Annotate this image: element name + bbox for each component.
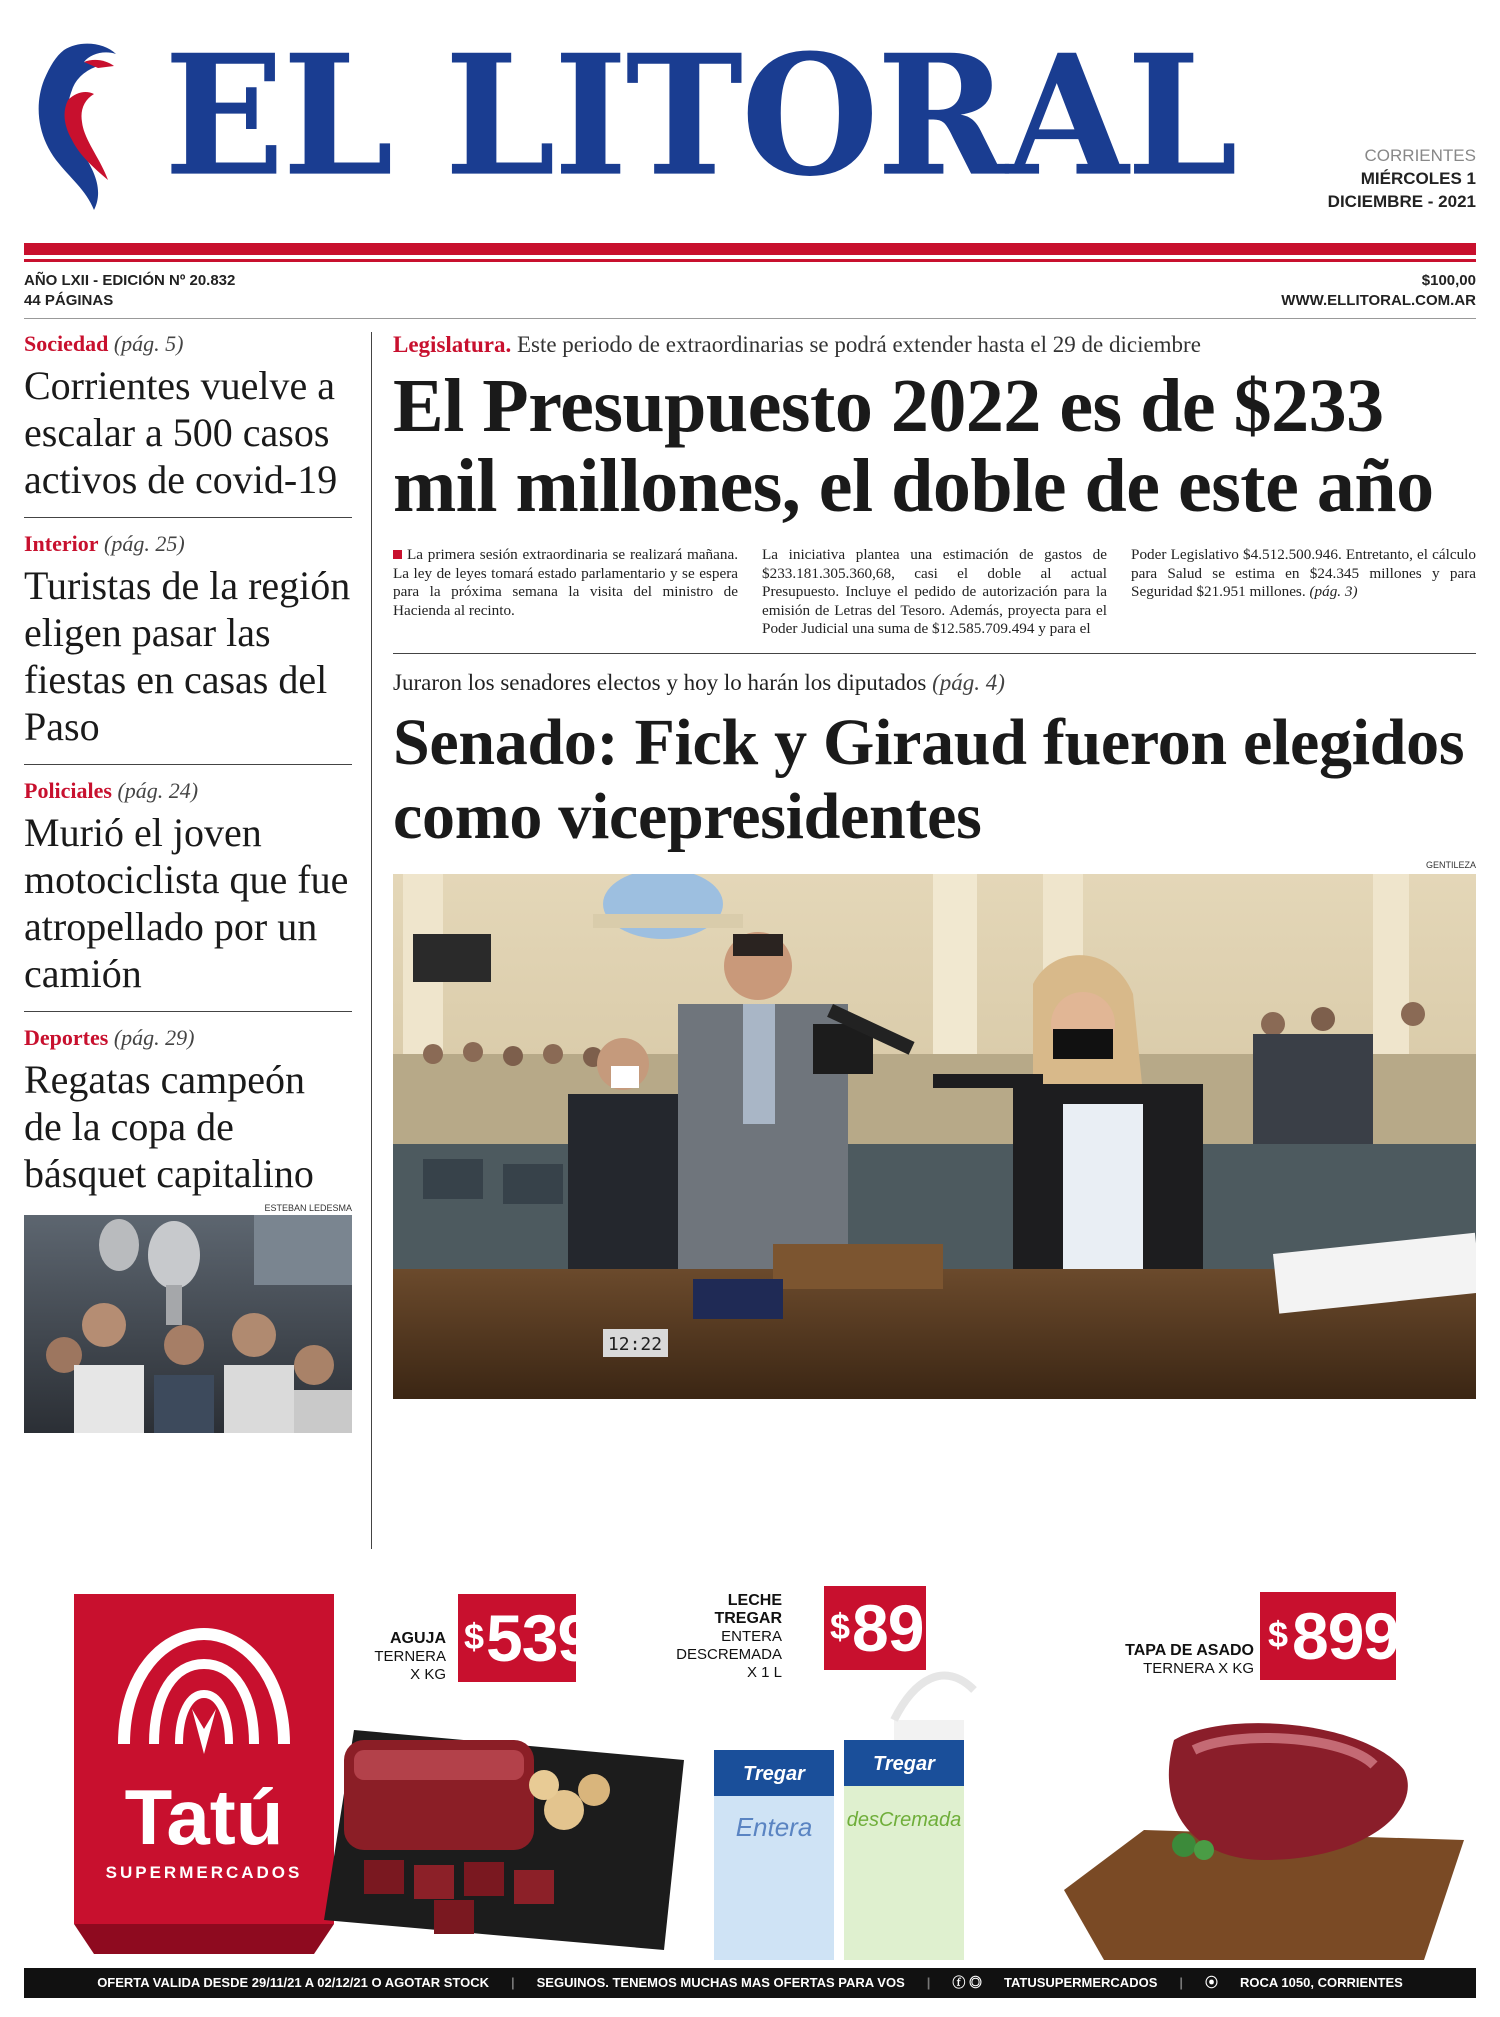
brief-section: Policiales — [24, 778, 112, 803]
dateline-city: CORRIENTES — [1364, 146, 1476, 165]
masthead-red-rule-thin — [24, 259, 1476, 262]
ad-social-handle[interactable]: TATUSUPERMERCADOS — [1004, 1975, 1158, 1990]
lede-headline[interactable]: El Presupuesto 2022 es de $233 mil millones, el doble de este año — [393, 364, 1434, 528]
edition-number: AÑO LXII - EDICIÓN Nº 20.832 — [24, 272, 236, 289]
ad-footer: OFERTA VALIDA DESDE 29/11/21 A 02/12/21 O AGOTAR STOCK | SEGUINOS. TENEMOS MUCHAS MAS OFERTAS PARA VOS | ⓕ ◎ TATUSUPERMERCADOS | ⦿ ROCA 1050, CORRIENTES — [24, 1968, 1476, 1998]
lede-kicker-text: Este periodo de extraordinarias se podrá extender hasta el 29 de diciembre — [516, 332, 1201, 357]
meta-divider — [24, 318, 1476, 319]
lede-col-1: La primera sesión extraordinaria se realizará mañana. La ley de leyes tomará estado parlamentario y se espera para la próxima semana la visita del ministro de Hacienda al recinto. — [393, 546, 738, 619]
lede-col-3: Poder Legislativo $4.512.500.946. Entretanto, el cálculo para Salud se estima en $24.345 millones y para Seguridad $21.951 millones. (pág. 3) — [1131, 546, 1476, 600]
newspaper-title: EL LITORAL — [164, 19, 1236, 214]
brief-headline: Regatas campeón de la copa de básquet capitalino — [24, 1057, 314, 1196]
ad-brand: Tatú — [124, 1773, 284, 1861]
brief-section: Sociedad — [24, 331, 109, 356]
milk-cartons-image — [694, 1660, 984, 1960]
location-pin-icon: ⦿ — [1205, 1975, 1219, 1990]
lede-kicker — [393, 330, 1476, 360]
lede-col-2: La iniciativa plantea una estimación de gastos de $233.181.305.360,68, casi el doble al actual Presupuesto. Incluye el pedido de autorización para la emisión de Letras del Tesoro. Además, proyecta para el Poder Judicial una suma de $12.585.709.494 y para el — [762, 546, 1107, 637]
dateline-date: DICIEMBRE - 2021 — [1327, 192, 1476, 211]
price-tag-aguja: $ 539 — [458, 1594, 576, 1682]
main-column — [393, 330, 1476, 1399]
lede-body — [393, 546, 1476, 639]
senate-swearing-in-photo — [393, 874, 1476, 1399]
beef-cuts-image — [324, 1690, 694, 1950]
briefs-column — [24, 330, 352, 1433]
second-page-ref: (pág. 4) — [932, 669, 1005, 695]
carton-descremada-brand: Tregar — [873, 1753, 935, 1775]
brief-headline: Corrientes vuelve a escalar a 500 casos activos de covid-19 — [24, 363, 338, 502]
second-headline[interactable]: Senado: Fick y Giraud fueron elegidos como vicepresidentes — [393, 705, 1465, 853]
brief-item[interactable] — [24, 330, 352, 518]
ad-more-offers: SEGUINOS. TENEMOS MUCHAS MAS OFERTAS PARA VOS — [536, 1975, 905, 1990]
page-count: 44 PÁGINAS — [24, 292, 114, 309]
dateline-day: MIÉRCOLES 1 — [1360, 169, 1476, 188]
desk-clock-text: 12:22 — [607, 1333, 663, 1355]
brief-headline: Murió el joven motociclista que fue atropellado por un camión — [24, 810, 349, 996]
lede-section: Legislatura. — [393, 332, 512, 357]
logo-bird-icon — [24, 40, 144, 210]
ad-address: ROCA 1050, CORRIENTES — [1240, 1975, 1403, 1990]
brief-item[interactable] — [24, 530, 352, 765]
masthead — [24, 19, 1476, 245]
lede-page-ref: (pág. 3) — [1309, 583, 1358, 600]
brief-section: Interior — [24, 531, 99, 556]
cover-price: $100,00 — [1421, 272, 1476, 289]
ad-brand-sub: SUPERMERCADOS — [105, 1863, 303, 1882]
brief-page: (pág. 5) — [113, 331, 184, 356]
brief-item[interactable] — [24, 777, 352, 1012]
second-kicker: Juraron los senadores electos y hoy lo harán los diputados (pág. 4) — [393, 669, 1005, 695]
brief-item[interactable] — [24, 1024, 352, 1203]
product-aguja-label: AGUJA TERNERA X KG — [374, 1630, 446, 1683]
photo-credit: GENTILEZA — [1425, 859, 1476, 870]
brief-page: (pág. 24) — [117, 778, 199, 803]
carton-entera-label: Entera — [735, 1812, 813, 1842]
social-icons: ⓕ ◎ — [952, 1975, 983, 1990]
asado-board-image — [1064, 1710, 1464, 1960]
carton-entera-brand: Tregar — [743, 1763, 805, 1785]
price-tag-leche: $ 89 — [824, 1586, 926, 1670]
website-link[interactable]: WWW.ELLITORAL.COM.AR — [1281, 292, 1476, 309]
brief-headline: Turistas de la región eligen pasar las fiestas en casas del Paso — [24, 563, 351, 749]
ad-offer-dates: OFERTA VALIDA DESDE 29/11/21 A 02/12/21 O AGOTAR STOCK — [97, 1975, 489, 1990]
product-asado-label: TAPA DE ASADO TERNERA X KG — [1125, 1642, 1254, 1677]
dateline — [1328, 144, 1476, 213]
price-tag-asado: $ 899 — [1260, 1592, 1396, 1680]
masthead-red-rule — [24, 243, 1476, 255]
photo-credit: ESTEBAN LEDESMA — [264, 1203, 352, 1213]
bullet-square-icon — [393, 550, 402, 559]
supermarket-ad[interactable] — [24, 1570, 1476, 1998]
column-divider — [371, 332, 372, 1549]
brief-section: Deportes — [24, 1025, 109, 1050]
brief-page: (pág. 25) — [104, 531, 185, 556]
tatu-logo-icon — [54, 1594, 354, 1954]
basketball-celebration-photo — [24, 1215, 352, 1433]
brief-page: (pág. 29) — [113, 1025, 195, 1050]
carton-descremada-label: desCremada — [846, 1809, 962, 1831]
product-leche-label: LECHE TREGAR ENTERA DESCREMADA X 1 L — [676, 1592, 782, 1681]
main-divider — [393, 653, 1476, 654]
